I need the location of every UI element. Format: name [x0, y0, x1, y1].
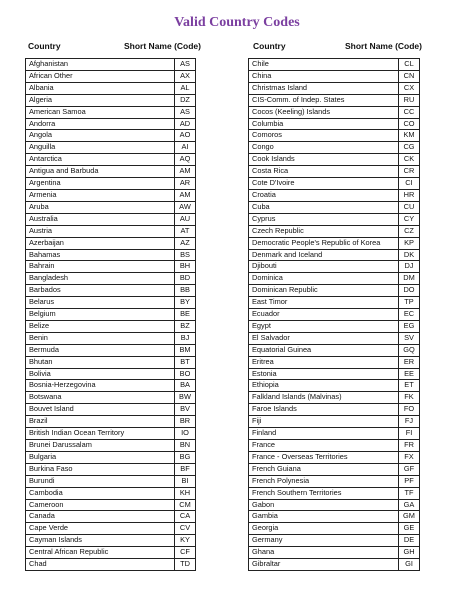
country-name-cell: Germany [249, 535, 399, 547]
table-row [249, 344, 420, 356]
country-name-cell: Bhutan [26, 356, 175, 368]
table-row [249, 285, 420, 297]
country-name-cell: Falkland Islands (Malvinas) [249, 392, 399, 404]
country-name-cell: Bouvet Island [26, 404, 175, 416]
table-row [26, 499, 196, 511]
country-code-cell: DO [399, 285, 420, 297]
table-row [26, 178, 196, 190]
country-code-cell: BN [175, 440, 196, 452]
table-row [26, 451, 196, 463]
table-row [249, 59, 420, 71]
country-code-cell: AR [175, 178, 196, 190]
country-code-cell: CK [399, 154, 420, 166]
table-row [249, 523, 420, 535]
country-name-cell: Djibouti [249, 261, 399, 273]
table-row [26, 201, 196, 213]
table-row [26, 523, 196, 535]
country-name-cell: Estonia [249, 368, 399, 380]
country-code-cell: FX [399, 451, 420, 463]
country-name-cell: American Samoa [26, 106, 175, 118]
country-code-cell: AD [175, 118, 196, 130]
country-code-cell: BW [175, 392, 196, 404]
table-row [249, 416, 420, 428]
table-row [249, 356, 420, 368]
country-name-cell: Anguilla [26, 142, 175, 154]
table-row [249, 118, 420, 130]
country-code-cell: BF [175, 463, 196, 475]
table-row [26, 118, 196, 130]
country-name-cell: China [249, 70, 399, 82]
country-code-cell: CI [399, 178, 420, 190]
country-code-table-left [25, 58, 196, 571]
country-name-cell: Belarus [26, 297, 175, 309]
table-row [249, 451, 420, 463]
country-name-cell: Austria [26, 225, 175, 237]
country-name-cell: Angola [26, 130, 175, 142]
table-row [26, 225, 196, 237]
country-name-cell: French Polynesia [249, 475, 399, 487]
country-code-cell: KY [175, 535, 196, 547]
country-code-cell: TF [399, 487, 420, 499]
table-row [26, 130, 196, 142]
header-country-left: Country [28, 41, 61, 51]
table-row [26, 297, 196, 309]
country-name-cell: Bermuda [26, 344, 175, 356]
table-row [249, 511, 420, 523]
country-code-cell: BG [175, 451, 196, 463]
country-name-cell: Bolivia [26, 368, 175, 380]
country-code-cell: EG [399, 320, 420, 332]
country-code-cell: BA [175, 380, 196, 392]
country-name-cell: East Timor [249, 297, 399, 309]
header-country-right: Country [253, 41, 286, 51]
country-name-cell: Brazil [26, 416, 175, 428]
country-name-cell: Cayman Islands [26, 535, 175, 547]
table-row [26, 368, 196, 380]
country-name-cell: Christmas Island [249, 82, 399, 94]
country-code-cell: BR [175, 416, 196, 428]
country-code-cell: GH [399, 547, 420, 559]
country-name-cell: Finland [249, 428, 399, 440]
country-name-cell: France [249, 440, 399, 452]
country-name-cell: Aruba [26, 201, 175, 213]
country-code-cell: AS [175, 106, 196, 118]
country-name-cell: Gibraltar [249, 559, 399, 571]
table-row [26, 237, 196, 249]
country-name-cell: Belize [26, 320, 175, 332]
country-code-cell: GF [399, 463, 420, 475]
table-row [249, 547, 420, 559]
country-code-cell: BJ [175, 332, 196, 344]
table-row [249, 487, 420, 499]
table-row [26, 440, 196, 452]
country-code-cell: GA [399, 499, 420, 511]
table-row [249, 440, 420, 452]
table-row [26, 535, 196, 547]
country-name-cell: Barbados [26, 285, 175, 297]
table-row [26, 344, 196, 356]
country-name-cell: Costa Rica [249, 166, 399, 178]
table-row [249, 225, 420, 237]
table-row [249, 463, 420, 475]
country-name-cell: Cuba [249, 201, 399, 213]
table-row [26, 332, 196, 344]
table-row [249, 559, 420, 571]
country-name-cell: Cambodia [26, 487, 175, 499]
country-code-cell: GI [399, 559, 420, 571]
country-name-cell: Antarctica [26, 154, 175, 166]
country-code-cell: CA [175, 511, 196, 523]
table-row [249, 475, 420, 487]
table-row [26, 273, 196, 285]
country-code-cell: AQ [175, 154, 196, 166]
country-name-cell: Albania [26, 82, 175, 94]
country-code-cell: FI [399, 428, 420, 440]
country-name-cell: Bulgaria [26, 451, 175, 463]
country-name-cell: Antigua and Barbuda [26, 166, 175, 178]
table-row [249, 154, 420, 166]
country-name-cell: Bangladesh [26, 273, 175, 285]
country-name-cell: Dominican Republic [249, 285, 399, 297]
country-name-cell: Cook Islands [249, 154, 399, 166]
country-code-cell: KM [399, 130, 420, 142]
table-row [26, 213, 196, 225]
country-name-cell: France - Overseas Territories [249, 451, 399, 463]
table-row [26, 380, 196, 392]
country-name-cell: Cape Verde [26, 523, 175, 535]
country-name-cell: Eritrea [249, 356, 399, 368]
country-code-cell: CR [399, 166, 420, 178]
table-row [26, 487, 196, 499]
country-code-cell: AL [175, 82, 196, 94]
country-code-cell: BT [175, 356, 196, 368]
table-row [26, 428, 196, 440]
country-name-cell: Ghana [249, 547, 399, 559]
country-code-cell: CO [399, 118, 420, 130]
table-row [249, 535, 420, 547]
country-code-cell: AM [175, 166, 196, 178]
country-name-cell: Argentina [26, 178, 175, 190]
country-code-cell: ER [399, 356, 420, 368]
country-name-cell: Cote D'Ivoire [249, 178, 399, 190]
country-name-cell: Cocos (Keeling) Islands [249, 106, 399, 118]
header-short-name-left: Short Name (Code) [124, 41, 201, 51]
country-name-cell: African Other [26, 70, 175, 82]
country-code-cell: CL [399, 59, 420, 71]
table-row [26, 59, 196, 71]
country-code-cell: TP [399, 297, 420, 309]
country-code-cell: KP [399, 237, 420, 249]
country-name-cell: Botswana [26, 392, 175, 404]
table-row [26, 154, 196, 166]
country-code-cell: AU [175, 213, 196, 225]
table-row [249, 142, 420, 154]
country-code-cell: BV [175, 404, 196, 416]
country-code-cell: KH [175, 487, 196, 499]
country-code-cell: CM [175, 499, 196, 511]
country-code-cell: CG [399, 142, 420, 154]
table-row [249, 320, 420, 332]
country-name-cell: Australia [26, 213, 175, 225]
country-code-cell: BM [175, 344, 196, 356]
table-row [249, 94, 420, 106]
table-row [249, 368, 420, 380]
country-code-cell: AZ [175, 237, 196, 249]
country-code-cell: CZ [399, 225, 420, 237]
country-name-cell: Chad [26, 559, 175, 571]
country-code-cell: DE [399, 535, 420, 547]
table-row [26, 463, 196, 475]
table-row [26, 249, 196, 261]
country-code-cell: CY [399, 213, 420, 225]
country-code-cell: IO [175, 428, 196, 440]
country-code-cell: BB [175, 285, 196, 297]
country-name-cell: Gabon [249, 499, 399, 511]
country-code-cell: FR [399, 440, 420, 452]
table-row [249, 70, 420, 82]
country-code-cell: BH [175, 261, 196, 273]
country-name-cell: Bahamas [26, 249, 175, 261]
table-row [26, 404, 196, 416]
table-row [249, 499, 420, 511]
country-name-cell: Burundi [26, 475, 175, 487]
table-row [249, 332, 420, 344]
table-row [26, 70, 196, 82]
table-row [249, 201, 420, 213]
table-row [26, 166, 196, 178]
country-name-cell: Afghanistan [26, 59, 175, 71]
table-row [26, 416, 196, 428]
table-row [26, 475, 196, 487]
country-name-cell: Andorra [26, 118, 175, 130]
country-name-cell: Central African Republic [26, 547, 175, 559]
table-row [249, 189, 420, 201]
country-name-cell: Croatia [249, 189, 399, 201]
country-name-cell: El Salvador [249, 332, 399, 344]
country-code-cell: BS [175, 249, 196, 261]
country-code-cell: GE [399, 523, 420, 535]
country-name-cell: CIS-Comm. of Indep. States [249, 94, 399, 106]
country-code-cell: AW [175, 201, 196, 213]
country-name-cell: Armenia [26, 189, 175, 201]
country-code-cell: GM [399, 511, 420, 523]
table-row [249, 309, 420, 321]
table-row [249, 166, 420, 178]
table-row [26, 547, 196, 559]
country-code-cell: BI [175, 475, 196, 487]
country-name-cell: Faroe Islands [249, 404, 399, 416]
country-code-cell: DZ [175, 94, 196, 106]
table-row [26, 261, 196, 273]
table-row [249, 237, 420, 249]
country-name-cell: Ecuador [249, 309, 399, 321]
country-code-cell: CX [399, 82, 420, 94]
country-code-cell: PF [399, 475, 420, 487]
country-code-cell: RU [399, 94, 420, 106]
country-code-cell: FO [399, 404, 420, 416]
country-name-cell: Brunei Darussalam [26, 440, 175, 452]
table-row [249, 380, 420, 392]
country-name-cell: Czech Republic [249, 225, 399, 237]
table-row [249, 428, 420, 440]
country-code-cell: AO [175, 130, 196, 142]
table-row [26, 189, 196, 201]
country-code-cell: BE [175, 309, 196, 321]
table-row [249, 213, 420, 225]
country-name-cell: Canada [26, 511, 175, 523]
country-code-cell: CN [399, 70, 420, 82]
table-row [249, 261, 420, 273]
country-code-cell: DK [399, 249, 420, 261]
country-name-cell: Bahrain [26, 261, 175, 273]
country-code-cell: DJ [399, 261, 420, 273]
country-name-cell: Azerbaijan [26, 237, 175, 249]
country-name-cell: Columbia [249, 118, 399, 130]
table-row [26, 106, 196, 118]
country-code-cell: AS [175, 59, 196, 71]
table-row [249, 392, 420, 404]
country-name-cell: Belgium [26, 309, 175, 321]
country-name-cell: Cyprus [249, 213, 399, 225]
country-code-cell: FK [399, 392, 420, 404]
country-name-cell: Egypt [249, 320, 399, 332]
country-name-cell: French Guiana [249, 463, 399, 475]
table-row [249, 404, 420, 416]
table-row [26, 320, 196, 332]
country-code-cell: TD [175, 559, 196, 571]
country-code-cell: CF [175, 547, 196, 559]
country-name-cell: Ethiopia [249, 380, 399, 392]
country-code-cell: BY [175, 297, 196, 309]
table-row [249, 82, 420, 94]
country-code-cell: AX [175, 70, 196, 82]
country-code-cell: BZ [175, 320, 196, 332]
table-row [249, 106, 420, 118]
country-code-table-right [248, 58, 420, 571]
country-code-cell: DM [399, 273, 420, 285]
country-name-cell: Democratic People's Republic of Korea [249, 237, 399, 249]
country-code-cell: AT [175, 225, 196, 237]
table-row [249, 249, 420, 261]
country-code-cell: BO [175, 368, 196, 380]
country-name-cell: Bosnia-Herzegovina [26, 380, 175, 392]
country-code-cell: CU [399, 201, 420, 213]
table-row [26, 559, 196, 571]
table-row [26, 356, 196, 368]
country-code-cell: EC [399, 309, 420, 321]
country-name-cell: Chile [249, 59, 399, 71]
country-name-cell: French Southern Territories [249, 487, 399, 499]
country-code-cell: AM [175, 189, 196, 201]
country-code-cell: ET [399, 380, 420, 392]
country-name-cell: Dominica [249, 273, 399, 285]
country-name-cell: Georgia [249, 523, 399, 535]
table-row [249, 297, 420, 309]
table-row [249, 273, 420, 285]
page-title: Valid Country Codes [174, 15, 300, 30]
table-row [26, 511, 196, 523]
country-name-cell: Comoros [249, 130, 399, 142]
table-row [26, 82, 196, 94]
table-row [249, 178, 420, 190]
country-name-cell: Algeria [26, 94, 175, 106]
table-row [26, 142, 196, 154]
table-row [249, 130, 420, 142]
country-name-cell: Gambia [249, 511, 399, 523]
country-code-cell: AI [175, 142, 196, 154]
country-code-cell: HR [399, 189, 420, 201]
country-name-cell: Equatorial Guinea [249, 344, 399, 356]
country-name-cell: Cameroon [26, 499, 175, 511]
country-name-cell: Benin [26, 332, 175, 344]
table-row [26, 94, 196, 106]
country-code-cell: GQ [399, 344, 420, 356]
country-code-cell: CC [399, 106, 420, 118]
country-name-cell: Burkina Faso [26, 463, 175, 475]
country-code-cell: CV [175, 523, 196, 535]
country-code-cell: SV [399, 332, 420, 344]
country-name-cell: British Indian Ocean Territory [26, 428, 175, 440]
table-row [26, 309, 196, 321]
country-name-cell: Congo [249, 142, 399, 154]
country-name-cell: Denmark and Iceland [249, 249, 399, 261]
country-code-cell: EE [399, 368, 420, 380]
header-short-name-right: Short Name (Code) [345, 41, 422, 51]
country-name-cell: Fiji [249, 416, 399, 428]
country-code-cell: FJ [399, 416, 420, 428]
table-row [26, 392, 196, 404]
table-row [26, 285, 196, 297]
country-code-cell: BD [175, 273, 196, 285]
